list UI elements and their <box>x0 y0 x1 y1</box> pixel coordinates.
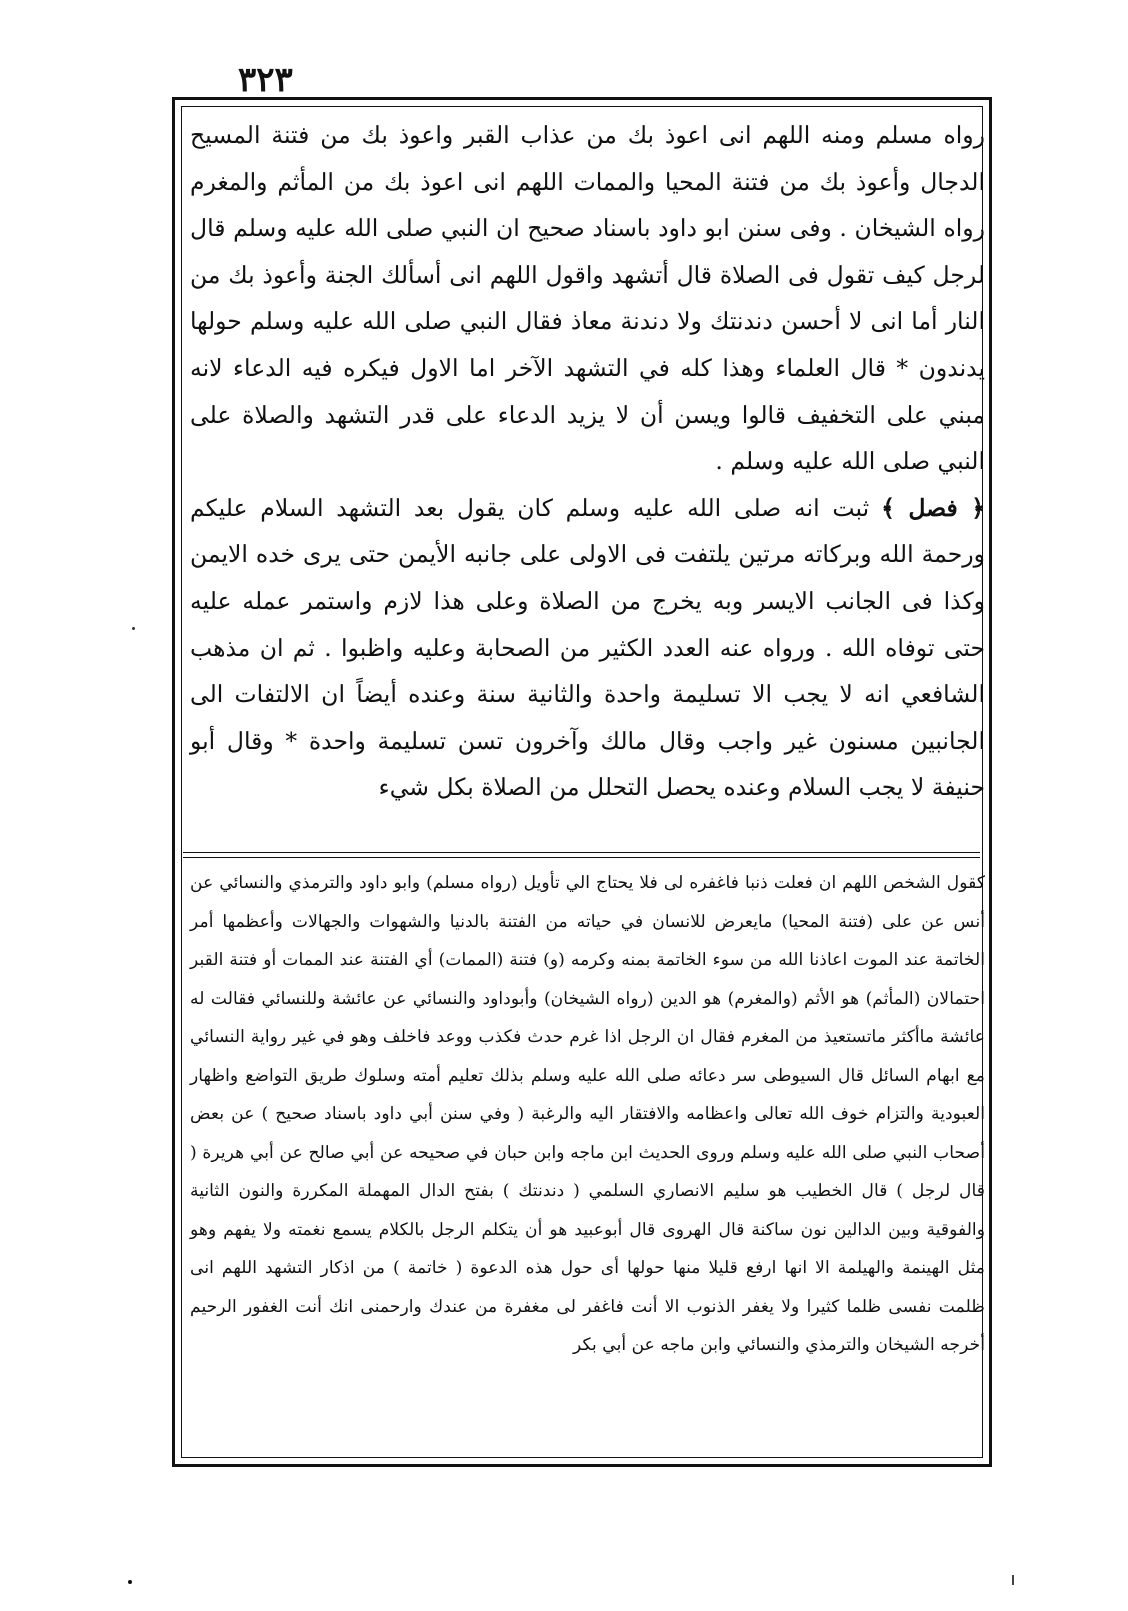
scan-mark-line <box>1012 1575 1014 1585</box>
footnote-divider <box>183 852 980 858</box>
section-heading-fasl: ﴿ فصل ﴾ <box>881 493 986 522</box>
main-text <box>190 112 985 811</box>
main-paragraph-2-text: ثبت انه صلى الله عليه وسلم كان يقول بعد التشهد السلام عليكم ورحمة الله وبركاته مرتين يلتفت فى الاولى على جانبه الأيمن حتى يرى خده الايمن وكذا فى الجانب الايسر وبه يخرج من الصلاة وعلى هذا لازم واستمر عمله عليه حتى توفاه الله . ورواه عنه العدد الكثير من الصحابة وعليه واظبوا . ثم ان مذهب الشافعي انه لا يجب الا تسليمة واحدة والثانية سنة وعنده أيضاً ان الالتفات الى الجانبين مسنون غير واجب وقال مالك وآخرون تسن تسليمة واحدة * وقال أبو حنيفة لا يجب السلام وعنده يحصل التحلل من الصلاة بكل شيء <box>190 493 985 802</box>
main-paragraph-2 <box>190 485 985 811</box>
main-paragraph-1: رواه مسلم ومنه اللهم انى اعوذ بك من عذاب القبر واعوذ بك من فتنة المسيح الدجال وأعوذ بك من فتنة المحيا والممات اللهم انى اعوذ بك من المأثم والمغرم رواه الشيخان . وفى سنن ابو داود باسناد صحيح ان النبي صلى الله عليه وسلم قال لرجل كيف تقول فى الصلاة قال أتشهد واقول اللهم انى أسألك الجنة وأعوذ بك من النار أما انى لا أحسن دندنتك ولا دندنة معاذ فقال النبي صلى الله عليه وسلم حولها يدندون * قال العلماء وهذا كله في التشهد الآخر اما الاول فيكره فيه الدعاء لانه مبني على التخفيف قالوا ويسن أن لا يزيد الدعاء على قدر التشهد والصلاة على النبي صلى الله عليه وسلم . <box>190 121 985 476</box>
scan-mark-dot <box>128 1580 132 1584</box>
scan-mark-dot-side <box>132 627 135 630</box>
footnote-text: كقول الشخص اللهم ان فعلت ذنبا فاغفره لى فلا يحتاج الي تأويل (رواه مسلم) وابو داود والترمذي والنسائي عن أنس عن على (فتنة المحيا) مايعرض للانسان في حياته من الفتنة بالدنيا والشهوات والجهالات وأعظمها أمر الخاتمة عند الموت اعاذنا الله من سوء الخاتمة بمنه وكرمه (و) فتنة (الممات) أي الفتنة عند الممات أو فتنة القبر احتمالان (المأثم) هو الأثم (والمغرم) هو الدين (رواه الشيخان) وأبوداود والنسائي عن عائشة وللنسائي فقالت له عائشة ماأكثر ماتستعيذ من المغرم فقال ان الرجل اذا غرم حدث فكذب ووعد فاخلف وهو في غير رواية النسائي مع ابهام السائل قال السيوطى سر دعائه صلى الله عليه وسلم بذلك تعليم أمته وسلوك طريق التواضع واظهار العبودية والتزام خوف الله تعالى واعظامه والافتقار اليه والرغبة ( وفي سنن أبي داود باسناد صحيح ) عن بعض أصحاب النبي صلى الله عليه وسلم وروى الحديث ابن ماجه وابن حبان في صحيحه عن أبي صالح عن أبي هريرة ( قال لرجل ) قال الخطيب هو سليم الانصاري السلمي ( دندنتك ) بفتح الدال المهملة المكررة والنون الثانية والفوقية وبين الدالين نون ساكنة قال الهروى قال أبوعبيد هو أن يتكلم الرجل بالكلام يسمع نغمته ولا يفهم وهو مثل الهينمة والهيلمة الا انها ارفع قليلا منها حولها أى حول هذه الدعوة ( خاتمة ) من اذكار التشهد اللهم انى ظلمت نفسى ظلما كثيرا ولا يغفر الذنوب الا أنت فاغفر لى مغفرة من عندك وارحمنى انك أنت الغفور الرحيم أخرجه الشيخان والترمذي والنسائي وابن ماجه عن أبي بكر <box>190 873 986 1355</box>
page-number: ٣٢٣ <box>238 60 293 100</box>
footnotes <box>190 864 985 1365</box>
